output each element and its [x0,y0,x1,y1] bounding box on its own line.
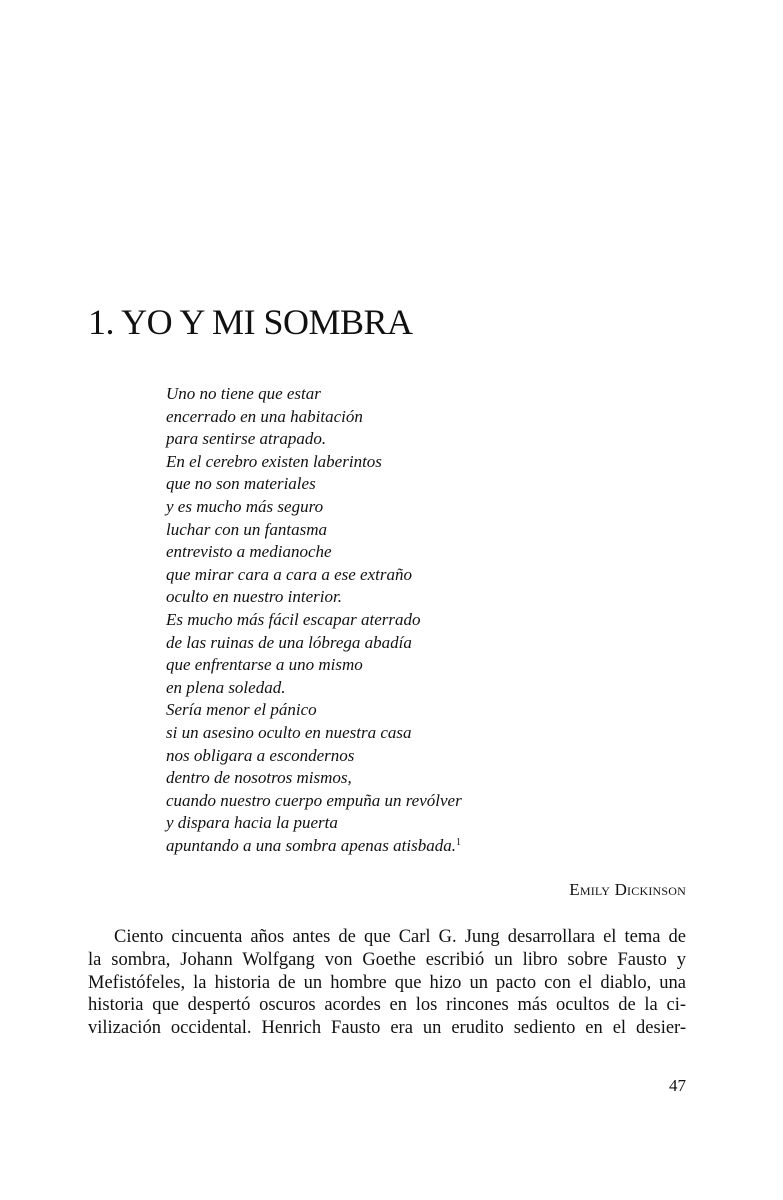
poem-last-line [166,835,462,858]
poem-line: y es mucho más seguro [166,496,324,516]
poem-line: de las ruinas de una lóbrega abadía [166,632,412,652]
poem-line: nos obligara a escondernos [166,745,355,765]
poem-line: Sería menor el pánico [166,700,317,720]
page-number: 47 [669,1076,686,1095]
poem-line: Uno no tiene que estar [166,384,321,403]
poem-line: para sentirse atrapado. [166,429,327,449]
poem-line: Es mucho más fácil escapar aterrado [166,609,421,629]
poem-line: y dispara hacia la puerta [166,813,338,833]
poem-line: cuando nuestro cuerpo empuña un revólver [166,790,462,810]
epigraph-poem [166,383,462,857]
poem-line: encerrado en una habitación [166,406,363,426]
paragraph-line: Ciento cincuenta años antes de que Carl G. Jung desarrollara el tema de [114,927,686,947]
paragraph-line: la sombra, Johann Wolfgang von Goethe escribió un libro sobre Fausto y [88,949,686,970]
paragraph-line: Mefistófeles, la historia de un hombre que hizo un pacto con el diablo, una [88,972,686,993]
poem-line: dentro de nosotros mismos, [166,768,352,788]
paragraph-line: vilización occidental. Henrich Fausto era un erudito sediento en el desier- [88,1018,686,1039]
poem-line-text: apuntando a una sombra apenas atisbada. [166,835,456,855]
poem-line: en plena soledad. [166,677,286,697]
body-paragraph [88,926,686,1040]
poem-line: luchar con un fantasma [166,519,328,539]
poem-line: que mirar cara a cara a ese extraño [166,564,412,584]
poem-line: entrevisto a medianoche [166,542,332,562]
footnote-reference: 1 [455,836,461,848]
chapter-title: 1. YO Y MI SOMBRA [88,302,413,342]
poem-line: oculto en nuestro interior. [166,587,342,607]
poem-line: que enfrentarse a uno mismo [166,655,363,675]
poem-line: que no son materiales [166,474,316,494]
paragraph-line: historia que despertó oscuros acordes en los rincones más ocultos de la ci- [88,995,686,1016]
poem-line: si un asesino oculto en nuestra casa [166,722,412,742]
epigraph-attribution: Emily Dickinson [569,880,686,899]
poem-line: En el cerebro existen laberintos [166,451,382,471]
